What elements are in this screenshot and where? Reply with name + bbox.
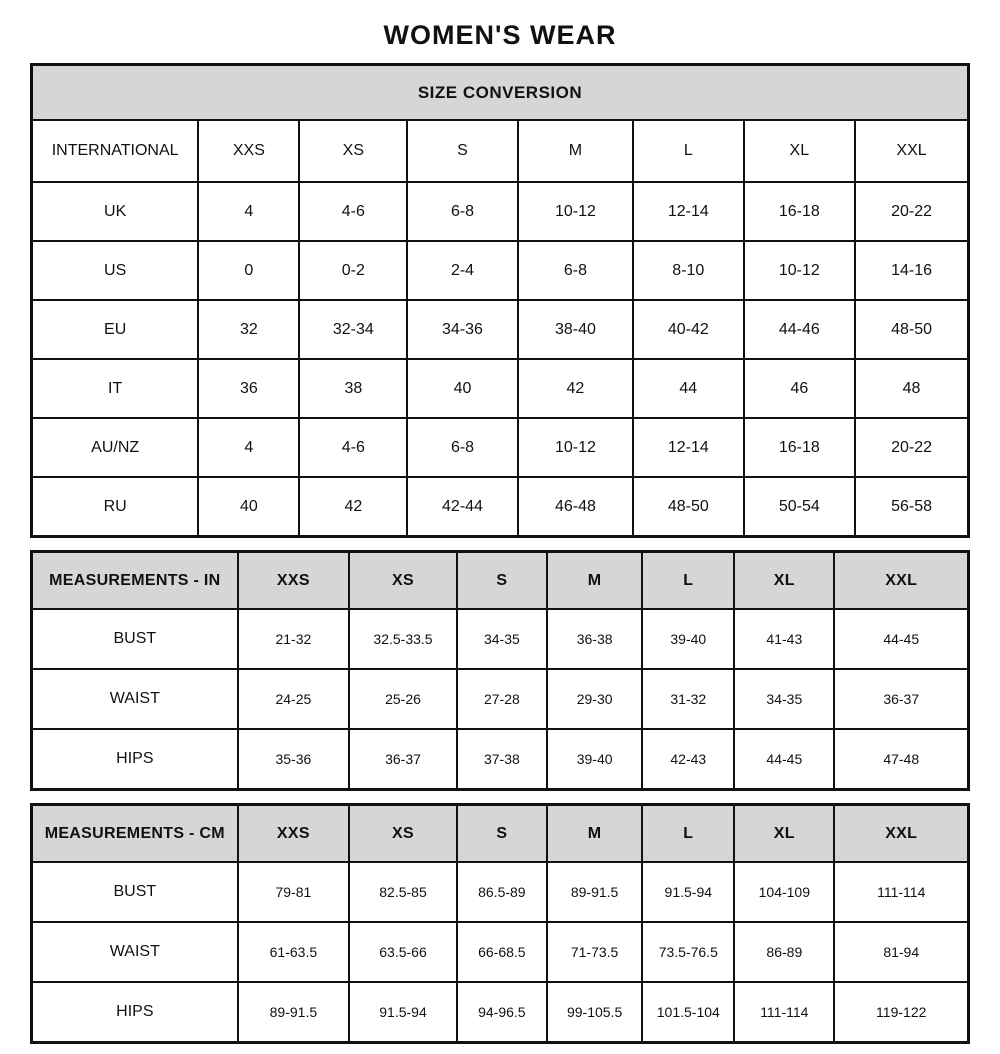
value-cell: 34-36: [407, 300, 518, 359]
value-cell: 39-40: [547, 729, 643, 790]
size-column-header: XXS: [238, 805, 350, 863]
value-cell: 25-26: [349, 669, 457, 729]
value-cell: 29-30: [547, 669, 643, 729]
value-cell: 89-91.5: [547, 862, 643, 922]
measurements-in-table: [30, 550, 970, 791]
page-title: WOMEN'S WEAR: [383, 20, 617, 50]
table-row: [32, 982, 969, 1043]
column-header-international: INTERNATIONAL: [32, 120, 199, 182]
value-cell: 42: [518, 359, 633, 418]
value-cell: 42-44: [407, 477, 518, 537]
size-column-header: XXL: [834, 805, 968, 863]
table-row: [32, 359, 969, 418]
value-cell: 48: [855, 359, 968, 418]
value-cell: 42-43: [642, 729, 734, 790]
table-row: [32, 182, 969, 241]
table-row: [32, 477, 969, 537]
row-label: AU/NZ: [32, 418, 199, 477]
value-cell: 38: [299, 359, 407, 418]
row-label: US: [32, 241, 199, 300]
value-cell: 99-105.5: [547, 982, 643, 1043]
value-cell: 37-38: [457, 729, 547, 790]
row-label: WAIST: [32, 669, 238, 729]
size-column-header: M: [518, 120, 633, 182]
size-column-header: XXS: [198, 120, 299, 182]
value-cell: 71-73.5: [547, 922, 643, 982]
row-label: WAIST: [32, 922, 238, 982]
value-cell: 34-35: [457, 609, 547, 669]
value-cell: 20-22: [855, 182, 968, 241]
value-cell: 73.5-76.5: [642, 922, 734, 982]
value-cell: 4-6: [299, 182, 407, 241]
value-cell: 39-40: [642, 609, 734, 669]
value-cell: 16-18: [744, 418, 856, 477]
value-cell: 63.5-66: [349, 922, 457, 982]
value-cell: 10-12: [518, 418, 633, 477]
value-cell: 32.5-33.5: [349, 609, 457, 669]
value-cell: 46: [744, 359, 856, 418]
value-cell: 101.5-104: [642, 982, 734, 1043]
size-column-header: XS: [349, 552, 457, 610]
size-column-header: XL: [734, 805, 834, 863]
row-label: UK: [32, 182, 199, 241]
value-cell: 4: [198, 182, 299, 241]
value-cell: 32: [198, 300, 299, 359]
value-cell: 6-8: [518, 241, 633, 300]
value-cell: 4: [198, 418, 299, 477]
value-cell: 36-38: [547, 609, 643, 669]
value-cell: 111-114: [734, 982, 834, 1043]
value-cell: 48-50: [633, 477, 744, 537]
value-cell: 42: [299, 477, 407, 537]
value-cell: 89-91.5: [238, 982, 350, 1043]
value-cell: 86.5-89: [457, 862, 547, 922]
value-cell: 79-81: [238, 862, 350, 922]
size-column-header: L: [633, 120, 744, 182]
value-cell: 35-36: [238, 729, 350, 790]
value-cell: 86-89: [734, 922, 834, 982]
table-row: [32, 609, 969, 669]
value-cell: 36-37: [834, 669, 968, 729]
value-cell: 14-16: [855, 241, 968, 300]
table-row: [32, 922, 969, 982]
row-label: IT: [32, 359, 199, 418]
value-cell: 12-14: [633, 418, 744, 477]
size-column-header: M: [547, 552, 643, 610]
value-cell: 16-18: [744, 182, 856, 241]
value-cell: 2-4: [407, 241, 518, 300]
size-column-header: XL: [744, 120, 856, 182]
table-row: [32, 418, 969, 477]
value-cell: 36-37: [349, 729, 457, 790]
value-cell: 46-48: [518, 477, 633, 537]
table-title: MEASUREMENTS - IN: [32, 552, 238, 610]
value-cell: 6-8: [407, 418, 518, 477]
value-cell: 24-25: [238, 669, 350, 729]
value-cell: 44-45: [734, 729, 834, 790]
value-cell: 0: [198, 241, 299, 300]
value-cell: 82.5-85: [349, 862, 457, 922]
row-label: HIPS: [32, 982, 238, 1043]
value-cell: 31-32: [642, 669, 734, 729]
table-title: MEASUREMENTS - CM: [32, 805, 238, 863]
table-row: [32, 300, 969, 359]
value-cell: 8-10: [633, 241, 744, 300]
table-gap: [30, 538, 970, 541]
value-cell: 61-63.5: [238, 922, 350, 982]
value-cell: 10-12: [744, 241, 856, 300]
value-cell: 34-35: [734, 669, 834, 729]
table-title: SIZE CONVERSION: [32, 65, 969, 121]
size-column-header: XS: [299, 120, 407, 182]
value-cell: 91.5-94: [349, 982, 457, 1043]
value-cell: 47-48: [834, 729, 968, 790]
table-gap: [30, 791, 970, 794]
size-column-header: S: [407, 120, 518, 182]
value-cell: 4-6: [299, 418, 407, 477]
value-cell: 40: [407, 359, 518, 418]
value-cell: 81-94: [834, 922, 968, 982]
size-column-header: S: [457, 552, 547, 610]
value-cell: 111-114: [834, 862, 968, 922]
value-cell: 91.5-94: [642, 862, 734, 922]
row-label: BUST: [32, 609, 238, 669]
value-cell: 36: [198, 359, 299, 418]
value-cell: 44-46: [744, 300, 856, 359]
value-cell: 50-54: [744, 477, 856, 537]
row-label: EU: [32, 300, 199, 359]
measurements-cm-table: [30, 803, 970, 1044]
value-cell: 104-109: [734, 862, 834, 922]
value-cell: 41-43: [734, 609, 834, 669]
size-conversion-table: [30, 63, 970, 538]
size-column-header: L: [642, 552, 734, 610]
value-cell: 44-45: [834, 609, 968, 669]
value-cell: 48-50: [855, 300, 968, 359]
value-cell: 119-122: [834, 982, 968, 1043]
size-column-header: XXS: [238, 552, 350, 610]
value-cell: 0-2: [299, 241, 407, 300]
size-column-header: XL: [734, 552, 834, 610]
value-cell: 40: [198, 477, 299, 537]
value-cell: 12-14: [633, 182, 744, 241]
value-cell: 6-8: [407, 182, 518, 241]
size-column-header: XXL: [834, 552, 968, 610]
value-cell: 10-12: [518, 182, 633, 241]
table-row: [32, 241, 969, 300]
size-column-header: S: [457, 805, 547, 863]
table-row: [32, 862, 969, 922]
size-column-header: XXL: [855, 120, 968, 182]
value-cell: 44: [633, 359, 744, 418]
value-cell: 21-32: [238, 609, 350, 669]
row-label: HIPS: [32, 729, 238, 790]
size-column-header: L: [642, 805, 734, 863]
value-cell: 32-34: [299, 300, 407, 359]
table-row: [32, 729, 969, 790]
value-cell: 27-28: [457, 669, 547, 729]
value-cell: 66-68.5: [457, 922, 547, 982]
value-cell: 40-42: [633, 300, 744, 359]
table-row: [32, 669, 969, 729]
value-cell: 20-22: [855, 418, 968, 477]
size-column-header: XS: [349, 805, 457, 863]
row-label: BUST: [32, 862, 238, 922]
size-column-header: M: [547, 805, 643, 863]
row-label: RU: [32, 477, 199, 537]
value-cell: 94-96.5: [457, 982, 547, 1043]
value-cell: 56-58: [855, 477, 968, 537]
value-cell: 38-40: [518, 300, 633, 359]
